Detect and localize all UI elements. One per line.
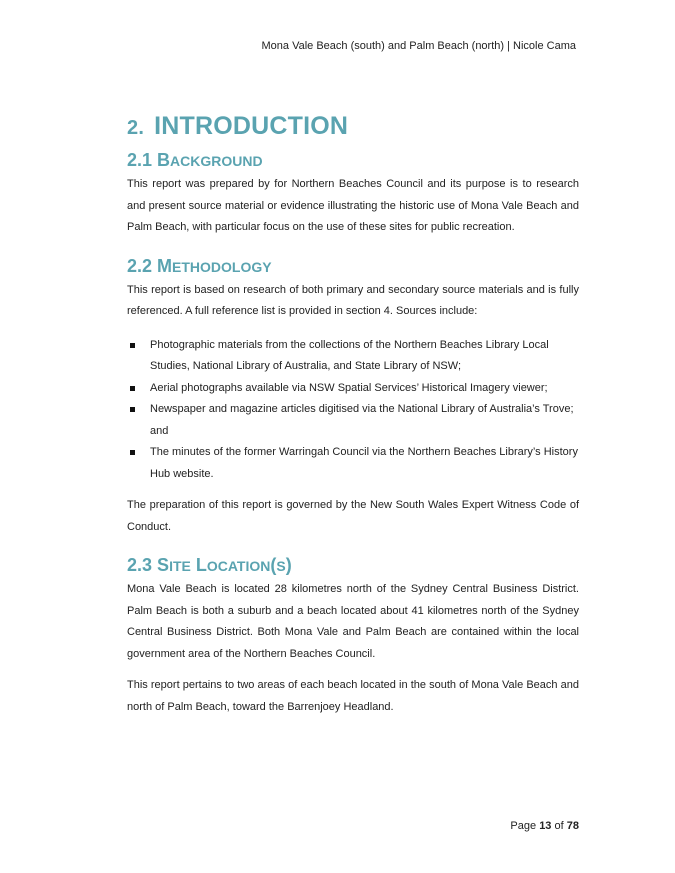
background-paragraph: This report was prepared by for Northern Beaches Council and its purpose is to research and present source material or evidence illustrating the historic use of Mona Vale Beach and Palm Beach, with particular focus on the use of these sites for public recreation. [127,178,579,233]
list-item: The minutes of the former Warringah Council via the Northern Beaches Library’s History Hub website. [127,442,579,485]
list-item: Photographic materials from the collections of the Northern Beaches Library Local Studies, National Library of Australia, and State Library of NSW; [127,335,579,378]
methodology-intro-paragraph: This report is based on research of both primary and secondary source materials and is fully referenced. A full reference list is provided in section 4. Sources include: [127,283,579,317]
section-heading-site-location: 2.3 SITE LOCATION(S) [127,555,292,575]
bullet-square-icon [130,343,135,348]
sources-list [127,335,579,486]
section-number: 2.2 [127,255,153,276]
chapter-title [127,111,579,143]
methodology-closing-paragraph: The preparation of this report is governed by the New South Wales Expert Witness Code of Conduct. [127,499,579,533]
bullet-square-icon [130,386,135,391]
section-number: 2.3 [127,555,153,575]
running-header: Mona Vale Beach (south) and Palm Beach (north) | Nicole Cama [261,40,576,52]
page-number: Page 13 of 78 [510,820,579,832]
section-heading-background: 2.1 BACKGROUND [127,150,263,170]
chapter-number: 2. [127,117,145,139]
chapter-title-text: INTRODUCTION [154,112,349,140]
bullet-square-icon [130,450,135,455]
list-item: Newspaper and magazine articles digitised via the National Library of Australia’s Trove; and [127,399,579,442]
bullet-square-icon [130,407,135,412]
list-item: Aerial photographs available via NSW Spatial Services’ Historical Imagery viewer; [127,378,579,400]
site-location-paragraph-2: This report pertains to two areas of each beach located in the south of Mona Vale Beach and north of Palm Beach, toward the Barrenjoey Headland. [127,679,579,713]
site-location-paragraph-1: Mona Vale Beach is located 28 kilometres north of the Sydney Central Business District. Palm Beach is both a suburb and a beach located about 41 kilometres north of the Sydney Central Business District. Both Mona Vale and Palm Beach are contained within the local government area of the Northern Beaches Council. [127,583,579,660]
section-heading-methodology: 2.2 METHODOLOGY [127,255,272,276]
total-pages: 78 [566,820,579,832]
section-number: 2.1 [127,150,153,170]
page-content [127,111,579,718]
current-page: 13 [539,820,552,832]
